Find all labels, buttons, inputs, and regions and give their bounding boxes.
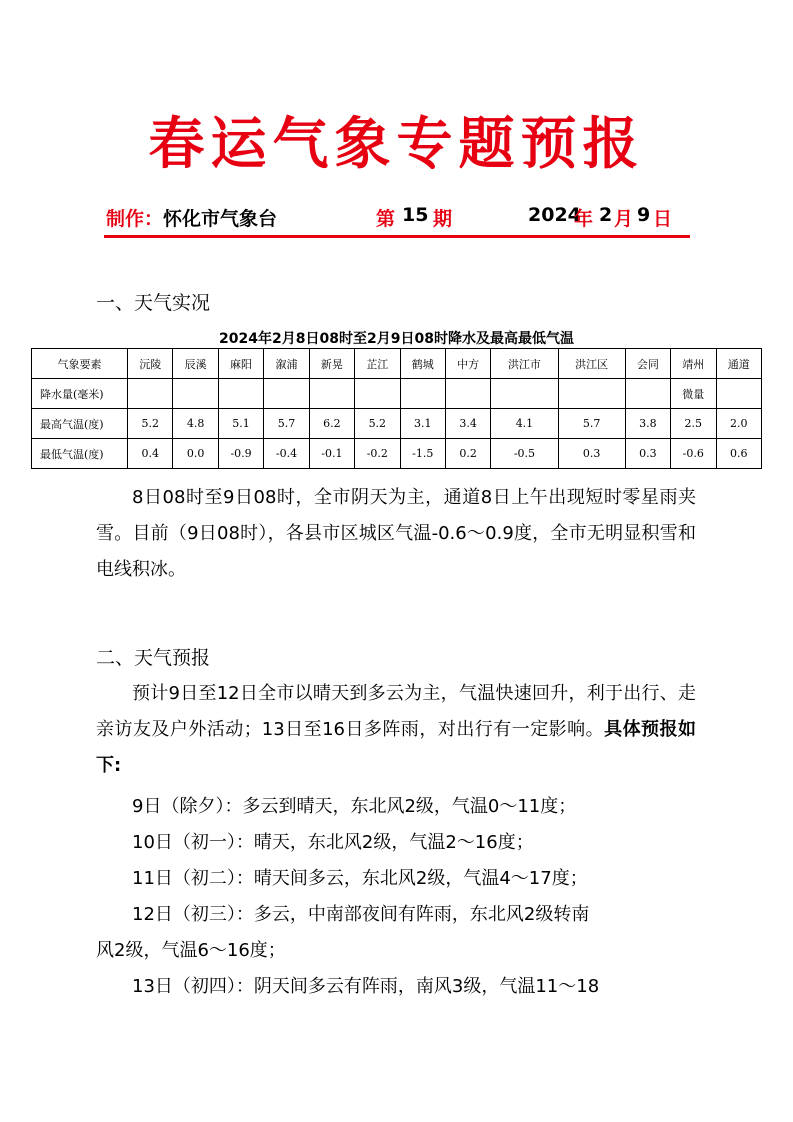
date-year: 2024 [528,204,581,226]
table-cell: -0.6 [671,439,716,469]
table-cell [625,379,670,409]
column-header: 辰溪 [173,349,218,379]
row-label: 最低气温(度) [32,439,128,469]
table-cell [355,379,400,409]
date-month-unit: 月 [614,208,634,230]
table-cell [173,379,218,409]
date-month: 2 [599,204,613,226]
table-cell [400,379,445,409]
table-cell: 6.2 [309,409,354,439]
table-title: 2024年2月8日08时至2月9日08时降水及最高最低气温 [219,331,574,347]
column-header: 会同 [625,349,670,379]
section-heading-forecast: 二、天气预报 [96,647,211,669]
table-cell [716,379,762,409]
table-cell: 4.1 [491,409,558,439]
column-header: 气象要素 [32,349,128,379]
column-header: 沅陵 [128,349,173,379]
table-header-row [32,349,762,379]
column-header: 芷江 [355,349,400,379]
producer-label: 制作： [106,208,164,230]
observation-summary: 8日08时至9日08时，全市阴天为主，通道8日上午出现短时零星雨夹雪。目前（9日08时），各县市区城区气温-0.6～0.9度，全市无明显积雪和电线积冰。 [96,487,696,580]
issue-number: 15 [402,204,429,226]
table-cell [558,379,625,409]
column-header: 新晃 [309,349,354,379]
table-cell: 0.0 [173,439,218,469]
table-cell [445,379,490,409]
table-cell: -0.5 [491,439,558,469]
forecast-day-13: 13日（初四）：阴天间多云有阵雨，南风3级，气温11～18 [132,976,600,997]
forecast-intro-bold: 具体预报如下: [96,719,697,776]
table-cell: 3.8 [625,409,670,439]
table-cell [491,379,558,409]
document-title: 春运气象专题预报 [148,111,645,177]
table-row [32,379,762,409]
table-cell: 5.7 [558,409,625,439]
table-cell: 3.1 [400,409,445,439]
forecast-day-10: 10日（初一）：晴天，东北风2级，气温2～16度； [132,832,534,853]
table-cell: -0.9 [218,439,263,469]
table-cell: 0.3 [558,439,625,469]
forecast-intro [96,676,696,784]
table-cell: 0.6 [716,439,762,469]
table-cell [264,379,309,409]
column-header: 溆浦 [264,349,309,379]
table-cell: 微量 [671,379,716,409]
column-header: 洪江区 [558,349,625,379]
observation-table [31,348,762,469]
issue-label: 第 [376,208,396,230]
table-cell: -1.5 [400,439,445,469]
table-cell [309,379,354,409]
table-row [32,409,762,439]
column-header: 靖州 [671,349,716,379]
table-cell: -0.1 [309,439,354,469]
table-cell: 2.0 [716,409,762,439]
table-cell: 5.1 [218,409,263,439]
producer-name: 怀化市气象台 [163,208,278,230]
table-cell: 4.8 [173,409,218,439]
table-cell: 0.2 [445,439,490,469]
forecast-day-9: 9日（除夕）：多云到晴天，东北风2级，气温0～11度； [132,796,577,817]
date-day: 9 [637,204,651,226]
table-cell [128,379,173,409]
table-row [32,439,762,469]
column-header: 洪江市 [491,349,558,379]
table-cell: -0.4 [264,439,309,469]
issue-header [106,204,696,232]
forecast-day-12-cont: 风2级，气温6～16度； [96,940,286,961]
table-cell: 0.3 [625,439,670,469]
forecast-intro-text: 预计9日至12日全市以晴天到多云为主，气温快速回升，利于出行、走亲访友及户外活动；13日至16日多阵雨，对出行有一定影响。 [96,683,696,740]
column-header: 鹤城 [400,349,445,379]
column-header: 中方 [445,349,490,379]
table-cell: -0.2 [355,439,400,469]
column-header: 通道 [716,349,762,379]
header-divider [104,235,690,238]
row-label: 最高气温(度) [32,409,128,439]
section-heading-observation: 一、天气实况 [96,292,211,314]
row-label: 降水量(毫米) [32,379,128,409]
table-cell: 5.2 [355,409,400,439]
forecast-day-11: 11日（初二）：晴天间多云，东北风2级，气温4～17度； [132,868,588,889]
date-day-unit: 日 [653,208,673,230]
table-cell: 5.7 [264,409,309,439]
table-cell: 5.2 [128,409,173,439]
table-cell [218,379,263,409]
forecast-day-12: 12日（初三）：多云，中南部夜间有阵雨，东北风2级转南 [132,904,590,925]
issue-suffix: 期 [433,208,453,230]
date-year-unit: 年 [574,208,594,230]
table-cell: 3.4 [445,409,490,439]
table-cell: 0.4 [128,439,173,469]
table-cell: 2.5 [671,409,716,439]
column-header: 麻阳 [218,349,263,379]
